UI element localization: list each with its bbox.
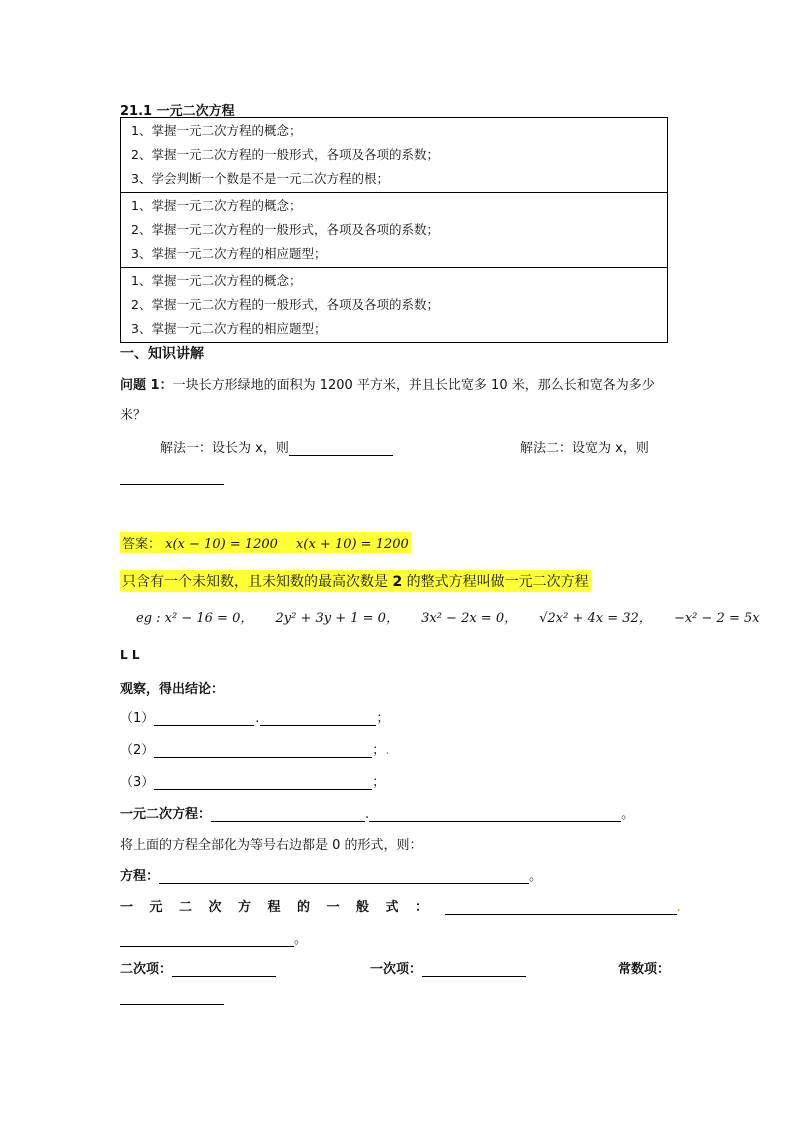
objectives-row: [121, 268, 668, 343]
observe-item-2: [120, 739, 389, 758]
period: 。: [621, 807, 635, 822]
move-text: 将上面的方程全部化为等号右边都是 0 的形式，则：: [120, 838, 423, 853]
objective-line: 3、掌握一元二次方程的相应题型；: [131, 321, 327, 336]
objectives-table: [120, 117, 668, 343]
qe-definition-line: [120, 803, 634, 822]
dot-sep: .: [255, 711, 260, 726]
example-eq: 2y² + 3y + 1 = 0，: [275, 611, 399, 626]
const-label: 常数项：: [618, 962, 671, 977]
problem-text: [120, 374, 655, 393]
blank[interactable]: [120, 932, 294, 947]
objective-line: 3、掌握一元二次方程的相应题型；: [131, 246, 327, 261]
definition-post: 的整式方程叫做一元二次方程: [402, 574, 589, 590]
blank[interactable]: [154, 711, 254, 726]
definition-pre: 只含有一个未知数，且未知数的最高次数是: [122, 574, 393, 590]
general-form-label: 一元二次方程的一般式：: [120, 900, 445, 915]
equation-line: [120, 865, 542, 884]
examples-prefix: eg :: [136, 611, 165, 626]
blank[interactable]: [422, 962, 526, 977]
dot-sep: .: [365, 807, 370, 822]
semicolon: ；: [376, 711, 390, 726]
observe-label: 观察，得出结论：: [120, 682, 225, 697]
answer-eq-1: x(x − 10) = 1200: [165, 537, 278, 552]
page-title: 21.1 一元二次方程: [120, 104, 235, 119]
answer-eq-2: x(x + 10) = 1200: [296, 537, 409, 552]
linear-label: 一次项：: [370, 962, 423, 977]
general-form-line: [120, 896, 680, 915]
objective-line: 1、掌握一元二次方程的概念；: [131, 273, 302, 288]
general-form-line-2: [120, 928, 307, 947]
eq-label: 方程：: [120, 869, 160, 884]
method2-blank[interactable]: [120, 470, 224, 485]
ll-marks: L L: [120, 648, 140, 662]
blank[interactable]: [445, 900, 677, 915]
method1-blank[interactable]: [289, 441, 393, 456]
method1-label: 解法一：设长为 x，则: [160, 441, 289, 456]
objectives-cell: [121, 268, 668, 343]
method2: [120, 470, 224, 485]
blank[interactable]: [211, 807, 365, 822]
blank[interactable]: [120, 990, 224, 1005]
example-eq: 3x² − 2x = 0，: [421, 611, 518, 626]
definition-num: 2: [392, 574, 403, 590]
objectives-cell: [121, 118, 668, 193]
linear-term: [370, 958, 526, 977]
blank[interactable]: [154, 775, 372, 790]
semicolon: ；: [372, 743, 386, 758]
objective-line: 2、掌握一元二次方程的一般形式，各项及各项的系数；: [131, 147, 439, 162]
blank[interactable]: [172, 962, 276, 977]
section-heading: 一、知识讲解: [120, 346, 204, 362]
answer-line: [120, 532, 411, 553]
const-term: [120, 990, 224, 1005]
example-eq: √2x² + 4x = 32，: [539, 611, 652, 626]
observe-item-3: [120, 771, 385, 790]
observe-item-1: [120, 707, 389, 726]
observe-item-label: （3）: [120, 775, 155, 790]
blank[interactable]: [159, 869, 529, 884]
example-eq: x² − 16 = 0，: [164, 611, 254, 626]
period: 。: [529, 869, 543, 884]
semicolon: ；: [372, 775, 386, 790]
objective-line: 1、掌握一元二次方程的概念；: [131, 198, 302, 213]
method1: [160, 437, 393, 456]
problem-text-cont: 米？: [120, 408, 147, 423]
example-eq: −x² − 2 = 5x: [673, 611, 760, 626]
blank[interactable]: [154, 743, 372, 758]
observe-item-label: （1）: [120, 711, 155, 726]
blank[interactable]: [260, 711, 376, 726]
objectives-row: [121, 118, 668, 193]
dot-sep: .: [385, 743, 390, 758]
dot-sep: .: [676, 900, 681, 915]
objective-line: 2、掌握一元二次方程的一般形式，各项及各项的系数；: [131, 297, 439, 312]
qe-label: 一元二次方程：: [120, 807, 212, 822]
objectives-row: [121, 193, 668, 268]
blank[interactable]: [369, 807, 621, 822]
objective-line: 3、学会判断一个数是不是一元二次方程的根；: [131, 171, 389, 186]
method2-label: 解法二：设宽为 x，则: [520, 441, 649, 456]
observe-item-label: （2）: [120, 743, 155, 758]
definition: [120, 570, 591, 592]
examples-line: [136, 607, 760, 626]
objectives-cell: [121, 193, 668, 268]
objective-line: 2、掌握一元二次方程的一般形式，各项及各项的系数；: [131, 222, 439, 237]
objective-line: 1、掌握一元二次方程的概念；: [131, 123, 302, 138]
quad-term: [120, 958, 276, 977]
period: 。: [294, 932, 308, 947]
problem-label: 问题 1：: [120, 378, 173, 393]
problem-body: 一块长方形绿地的面积为 1200 平方米，并且长比宽多 10 米，那么长和宽各为多少: [172, 378, 655, 393]
quad-label: 二次项：: [120, 962, 173, 977]
answer-label: 答案：: [122, 537, 162, 552]
